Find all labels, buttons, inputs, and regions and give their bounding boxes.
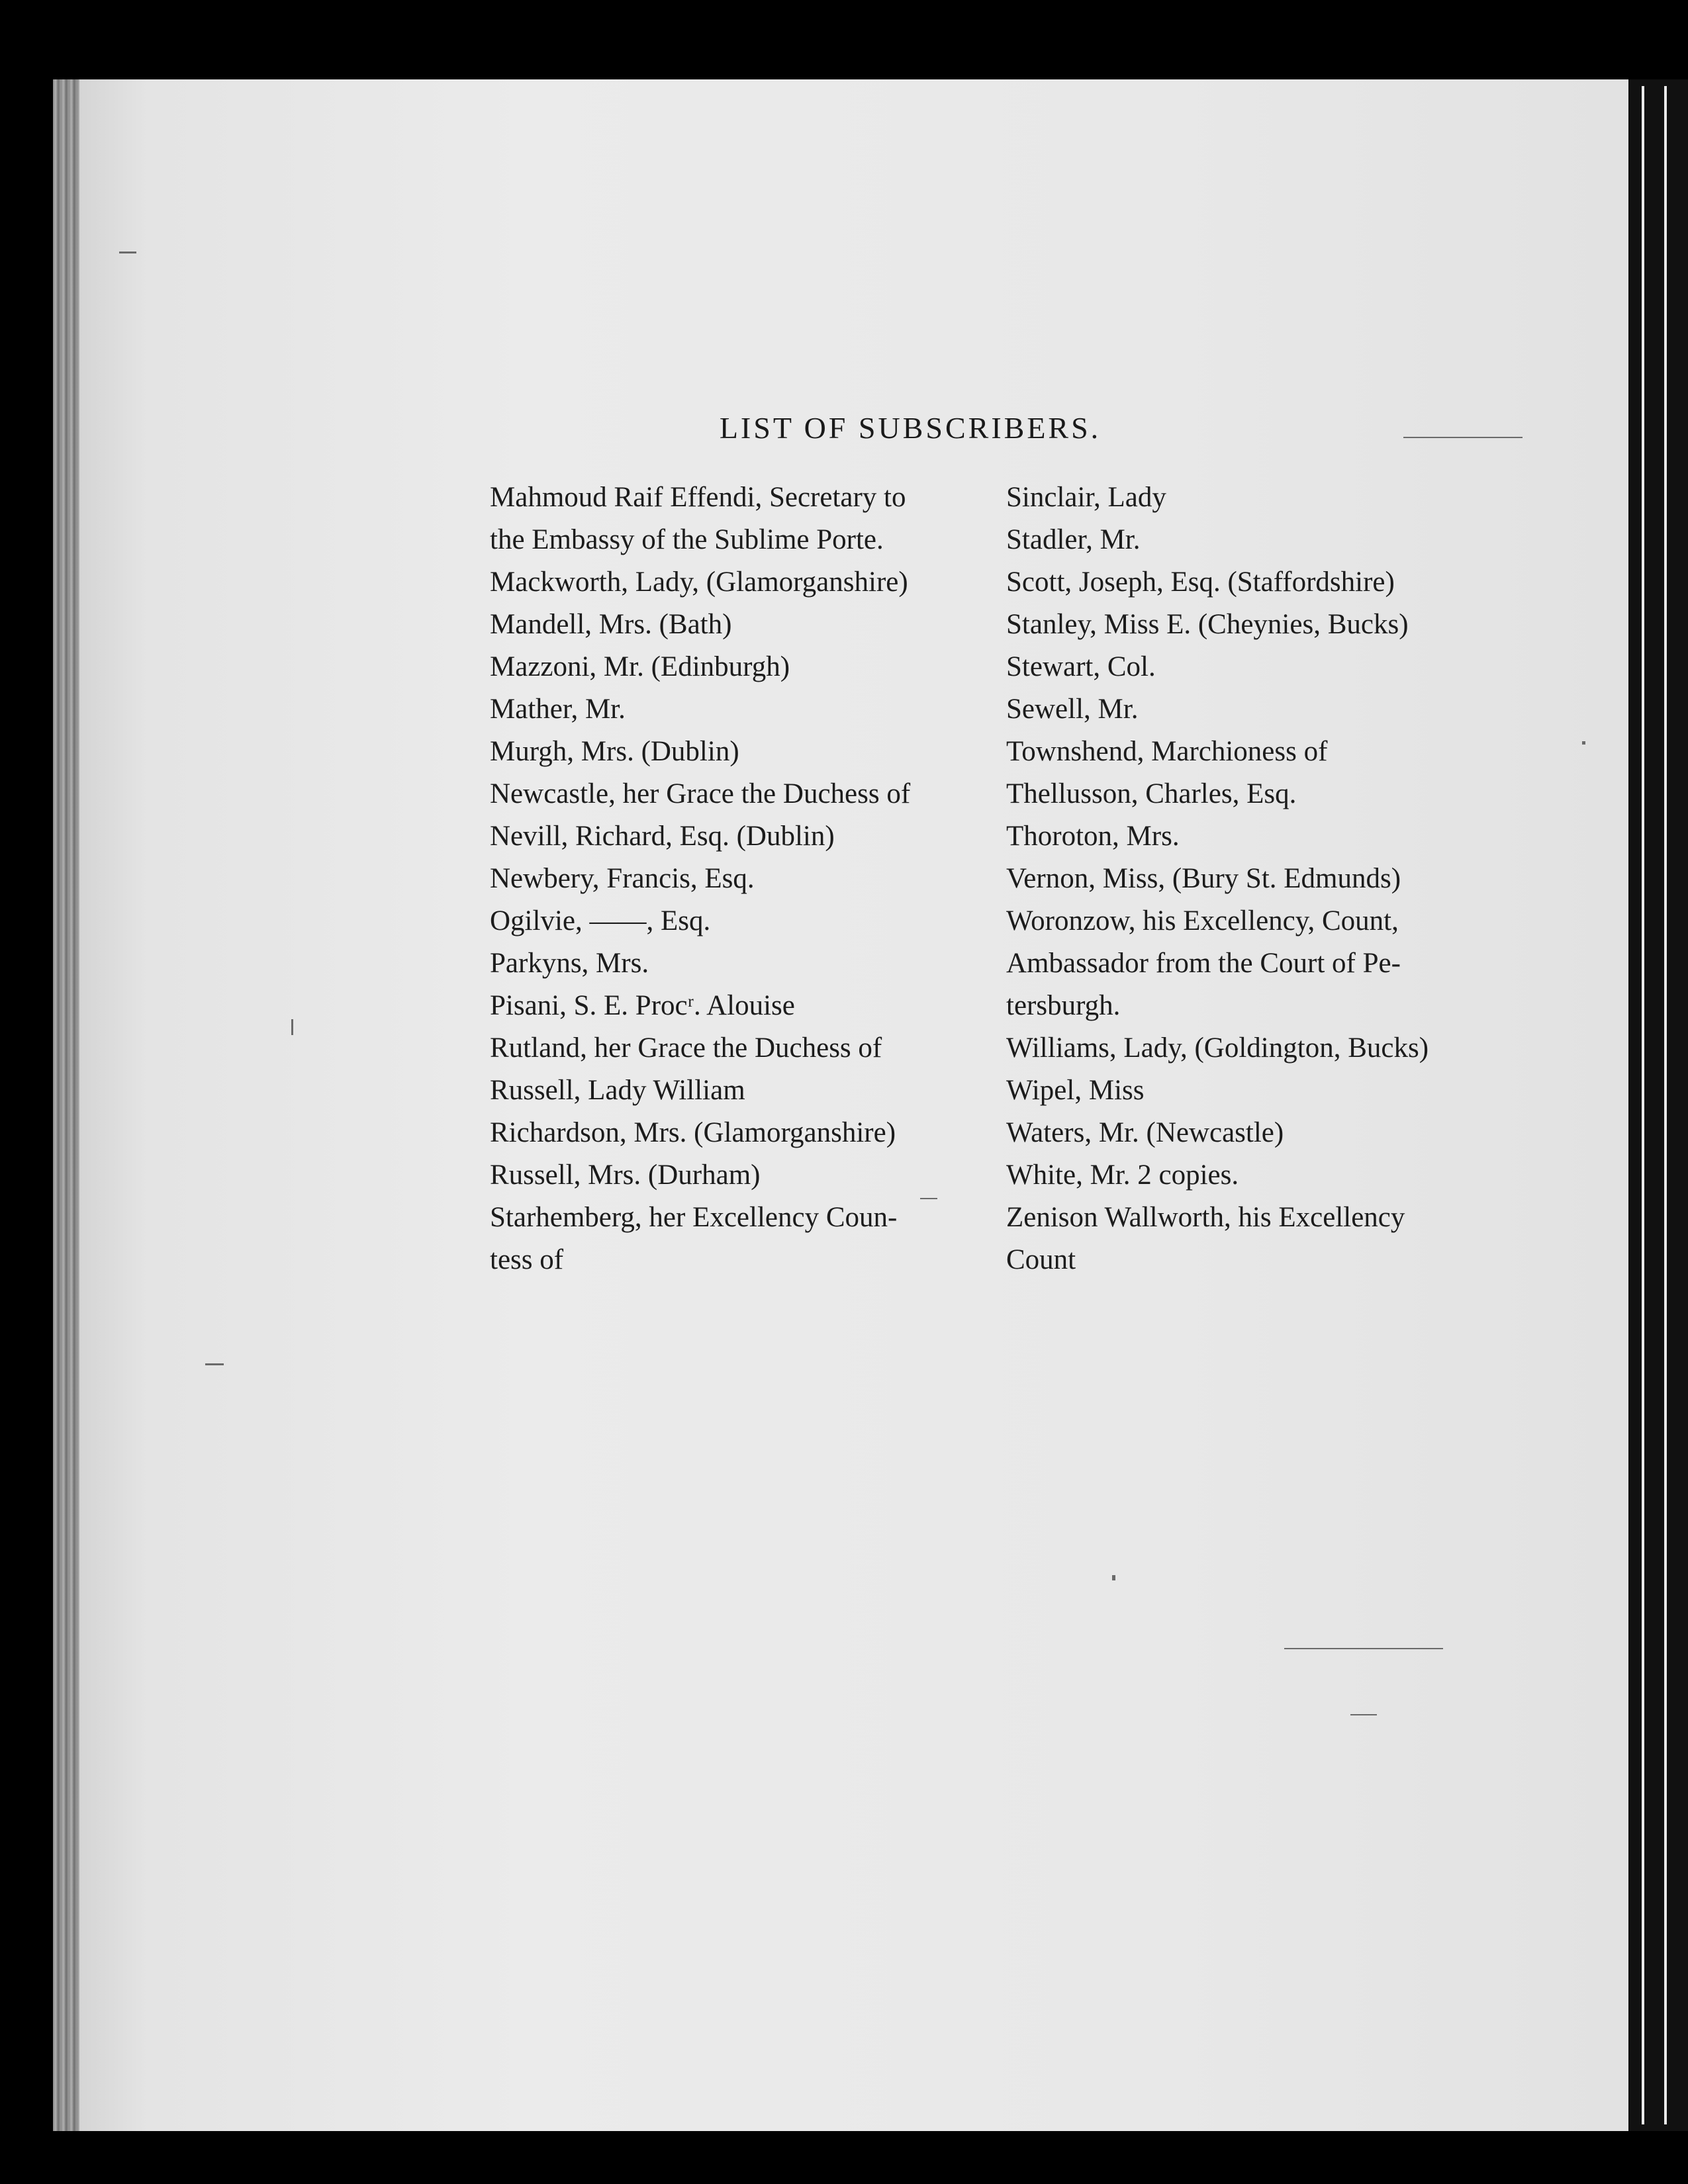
- subscriber-entry: [1006, 731, 1562, 773]
- subscriber-entry-line: Starhemberg, her Excellency Coun-: [490, 1202, 898, 1233]
- subscriber-entry: [490, 1112, 1019, 1154]
- subscriber-entry-line: Mandell, Mrs. (Bath): [490, 609, 732, 640]
- subscriber-entry: [490, 731, 1019, 773]
- subscriber-entry-line: Richardson, Mrs. (Glamorganshire): [490, 1117, 896, 1148]
- subscriber-entry-line: Newbery, Francis, Esq.: [490, 863, 755, 894]
- subscriber-entry: [1006, 1154, 1562, 1197]
- scan-speck: [291, 1019, 293, 1035]
- subscriber-entry: [490, 561, 1019, 604]
- subscriber-entry-line: Stanley, Miss E. (Cheynies, Bucks): [1006, 609, 1409, 640]
- subscriber-entry-line: Mahmoud Raif Effendi, Secretary to: [490, 482, 906, 513]
- subscriber-entry: [1006, 646, 1562, 688]
- subscriber-entry: [1006, 561, 1562, 604]
- scan-speck: [205, 1363, 224, 1365]
- subscriber-entry-line: Stewart, Col.: [1006, 651, 1156, 682]
- subscriber-entry-line: Count: [1006, 1244, 1076, 1275]
- subscriber-entry-line: Russell, Lady William: [490, 1075, 745, 1106]
- subscriber-entry: [1006, 1112, 1562, 1154]
- subscriber-entry-line: Pisani, S. E. Procʳ. Alouise: [490, 990, 795, 1021]
- subscriber-entry-line: Mazzoni, Mr. (Edinburgh): [490, 651, 790, 682]
- subscriber-entry-line: tersburgh.: [1006, 990, 1121, 1021]
- subscriber-entry: [1006, 1027, 1562, 1069]
- scan-speck: [119, 251, 136, 253]
- scan-speck: [1403, 437, 1523, 438]
- subscriber-entry: [1006, 900, 1562, 1027]
- subscribers-left-column: [490, 477, 1019, 1281]
- subscriber-entry: [490, 858, 1019, 900]
- subscriber-entry-line: Russell, Mrs. (Durham): [490, 1160, 761, 1191]
- subscriber-entry-line: Sewell, Mr.: [1006, 694, 1139, 725]
- subscriber-entry: [1006, 773, 1562, 815]
- subscriber-entry-line: Vernon, Miss, (Bury St. Edmunds): [1006, 863, 1401, 894]
- scan-speck: [1350, 1714, 1377, 1715]
- subscriber-entry-line: Stadler, Mr.: [1006, 524, 1141, 555]
- subscriber-entry: [1006, 1069, 1562, 1112]
- subscriber-entry: [1006, 604, 1562, 646]
- page-edge-right-inner: [1642, 86, 1667, 2124]
- subscriber-entry-line: Waters, Mr. (Newcastle): [1006, 1117, 1284, 1148]
- subscriber-entry-line: Ambassador from the Court of Pe-: [1006, 948, 1401, 979]
- subscriber-entry: [490, 477, 1019, 561]
- scan-speck: [1582, 741, 1585, 745]
- subscriber-entry-line: the Embassy of the Sublime Porte.: [490, 524, 884, 555]
- subscriber-entry-line: Williams, Lady, (Goldington, Bucks): [1006, 1032, 1429, 1064]
- subscriber-entry-line: Sinclair, Lady: [1006, 482, 1166, 513]
- subscriber-entry-line: Parkyns, Mrs.: [490, 948, 649, 979]
- subscriber-entry-line: Townshend, Marchioness of: [1006, 736, 1328, 767]
- subscriber-entry-line: Mather, Mr.: [490, 694, 626, 725]
- page-edge-left: [53, 79, 79, 2131]
- subscriber-entry-line: Scott, Joseph, Esq. (Staffordshire): [1006, 567, 1395, 598]
- subscriber-entry: [1006, 1197, 1562, 1281]
- subscriber-entry-line: Wipel, Miss: [1006, 1075, 1145, 1106]
- subscriber-entry: [490, 604, 1019, 646]
- subscriber-entry: [490, 1027, 1019, 1069]
- subscriber-entry: [490, 1154, 1019, 1197]
- subscriber-entry-line: Thellusson, Charles, Esq.: [1006, 778, 1297, 809]
- subscriber-entry-line: Murgh, Mrs. (Dublin): [490, 736, 739, 767]
- subscriber-entry: [490, 1197, 1019, 1281]
- subscriber-entry: [490, 985, 1019, 1027]
- subscriber-entry-line: Thoroton, Mrs.: [1006, 821, 1180, 852]
- subscriber-entry: [1006, 519, 1562, 561]
- subscriber-entry-line: Mackworth, Lady, (Glamorganshire): [490, 567, 908, 598]
- subscriber-entry: [490, 1069, 1019, 1112]
- subscriber-entry-line: tess of: [490, 1244, 564, 1275]
- subscriber-entry: [490, 942, 1019, 985]
- scan-speck: [1284, 1648, 1443, 1649]
- subscriber-entry: [490, 900, 1019, 942]
- subscriber-entry: [1006, 477, 1562, 519]
- subscriber-entry-line: White, Mr. 2 copies.: [1006, 1160, 1239, 1191]
- subscriber-entry-line: Rutland, her Grace the Duchess of: [490, 1032, 882, 1064]
- scan-speck: [920, 1198, 937, 1199]
- subscriber-entry-line: Zenison Wallworth, his Excellency: [1006, 1202, 1405, 1233]
- subscriber-entry: [490, 815, 1019, 858]
- subscribers-right-column: [1006, 477, 1562, 1281]
- subscriber-entry: [490, 646, 1019, 688]
- subscriber-entry-line: Ogilvie, ——, Esq.: [490, 905, 711, 936]
- subscriber-entry: [1006, 858, 1562, 900]
- subscriber-entry: [490, 773, 1019, 815]
- page-edge-right: [1628, 79, 1688, 2131]
- book-page: [53, 79, 1628, 2131]
- subscriber-entry-line: Woronzow, his Excellency, Count,: [1006, 905, 1399, 936]
- page-title: LIST OF SUBSCRIBERS.: [719, 411, 1102, 445]
- subscriber-entry: [1006, 688, 1562, 731]
- subscriber-entry-line: Nevill, Richard, Esq. (Dublin): [490, 821, 835, 852]
- subscriber-entry: [490, 688, 1019, 731]
- scan-speck: [1112, 1575, 1115, 1580]
- subscriber-entry-line: Newcastle, her Grace the Duchess of: [490, 778, 911, 809]
- subscriber-entry: [1006, 815, 1562, 858]
